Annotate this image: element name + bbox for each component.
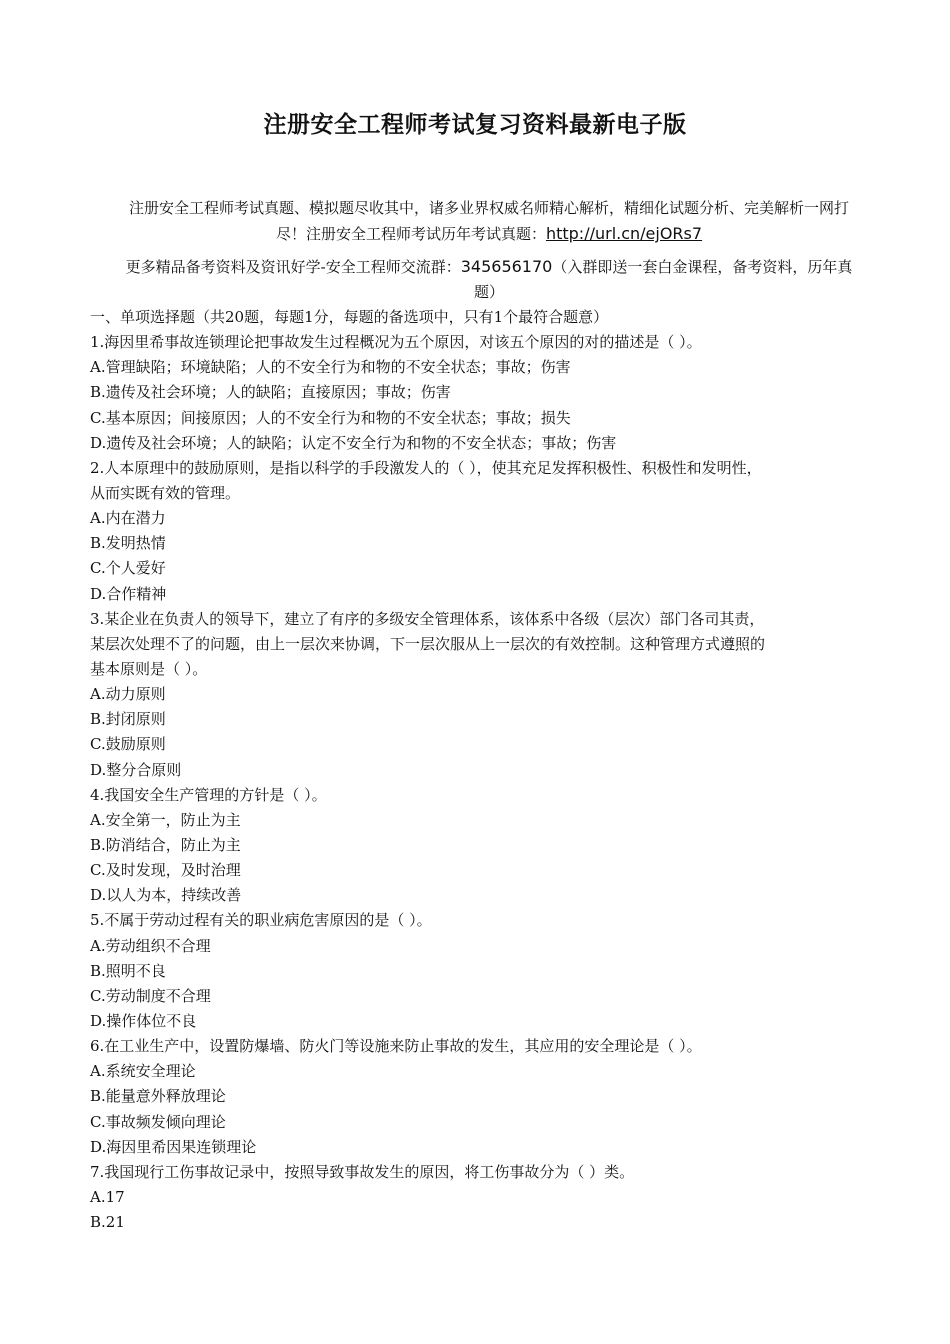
intro-paragraph-2 (118, 254, 860, 305)
text-line: B.照明不良 (90, 961, 166, 980)
text-line: D.操作体位不良 (90, 1011, 197, 1030)
intro-paragraph-1 (118, 196, 860, 247)
text-line: 6.在工业生产中，设置防爆墙、防火门等设施来防止事故的发生，其应用的安全理论是（ ）。 (90, 1037, 702, 1056)
text-line: 2.人本原理中的鼓励原则，是指以科学的手段激发人的（ ），使其充足发挥积极性、积极性和发明性， (90, 458, 762, 477)
text-line: D.以人为本，持续改善 (90, 886, 242, 905)
text-line: A.17 (90, 1187, 125, 1206)
text-line: B.遗传及社会环境；人的缺陷；直接原因；事故；伤害 (90, 383, 451, 402)
question-list (90, 305, 860, 1235)
text-line: D.遗传及社会环境；人的缺陷；认定不安全行为和物的不安全状态；事故；伤害 (90, 433, 617, 452)
document-title: 注册安全工程师考试复习资料最新电子版 (263, 112, 687, 138)
text-line: C.个人爱好 (90, 559, 166, 578)
text-line: A.管理缺陷；环境缺陷；人的不安全行为和物的不安全状态；事故；伤害 (90, 358, 571, 377)
text-line: B.防消结合，防止为主 (90, 835, 241, 854)
text-line: D.整分合原则 (90, 760, 182, 779)
intro-text-2: 更多精品备考资料及资讯好学-安全工程师交流群： (125, 258, 461, 276)
text-line: C.及时发现，及时治理 (90, 861, 241, 880)
text-line: B.发明热情 (90, 534, 166, 553)
text-line: D.合作精神 (90, 584, 167, 603)
text-line: D.海因里希因果连锁理论 (90, 1137, 257, 1156)
group-number: 345656170 (460, 257, 553, 276)
text-line: A.安全第一，防止为主 (90, 810, 241, 829)
text-line: B.21 (90, 1213, 125, 1232)
text-line: 从而实既有效的管理。 (90, 483, 241, 502)
text-line: B.能量意外释放理论 (90, 1087, 226, 1106)
text-line: A.系统安全理论 (90, 1062, 196, 1081)
text-line: A.动力原则 (90, 685, 166, 704)
text-line: 基本原则是（ ）。 (90, 659, 208, 678)
text-line: C.事故频发倾向理论 (90, 1112, 226, 1131)
text-line: 一、单项选择题（共20题，每题1分，每题的备选项中，只有1个最符合题意） (90, 308, 609, 326)
text-line: C.劳动制度不合理 (90, 986, 211, 1005)
text-line: C.鼓励原则 (90, 735, 166, 754)
text-line: A.内在潜力 (90, 509, 166, 528)
text-line: 3.某企业在负责人的领导下，建立了有序的多级安全管理体系，该体系中各级（层次）部门各司其责， (90, 609, 765, 628)
text-line: C.基本原因；间接原因；人的不安全行为和物的不安全状态；事故；损失 (90, 408, 571, 427)
exam-link[interactable]: http://url.cn/ejORs7 (545, 224, 703, 243)
text-line: 1.海因里希事故连锁理论把事故发生过程概况为五个原因，对该五个原因的对的描述是（ ）。 (90, 333, 702, 352)
intro-text-1: 注册安全工程师考试真题、模拟题尽收其中，诸多业界权威名师精心解析，精细化试题分析、完美解析一网打尽！注册安全工程师考试历年考试真题： (128, 199, 849, 243)
intro-text-3: （入群即送一套白金课程，备考资料，历年真题） (473, 258, 853, 301)
text-line: A.劳动组织不合理 (90, 936, 211, 955)
text-line: 4.我国安全生产管理的方针是（ ）。 (90, 785, 327, 804)
text-line: 7.我国现行工伤事故记录中，按照导致事故发生的原因，将工伤事故分为（ ）类。 (90, 1162, 635, 1181)
text-line: 5.不属于劳动过程有关的职业病危害原因的是（ ）。 (90, 911, 432, 930)
text-line: B.封闭原则 (90, 710, 166, 729)
text-line: 某层次处理不了的问题，由上一层次来协调，下一层次服从上一层次的有效控制。这种管理方式遵照的 (90, 634, 766, 653)
